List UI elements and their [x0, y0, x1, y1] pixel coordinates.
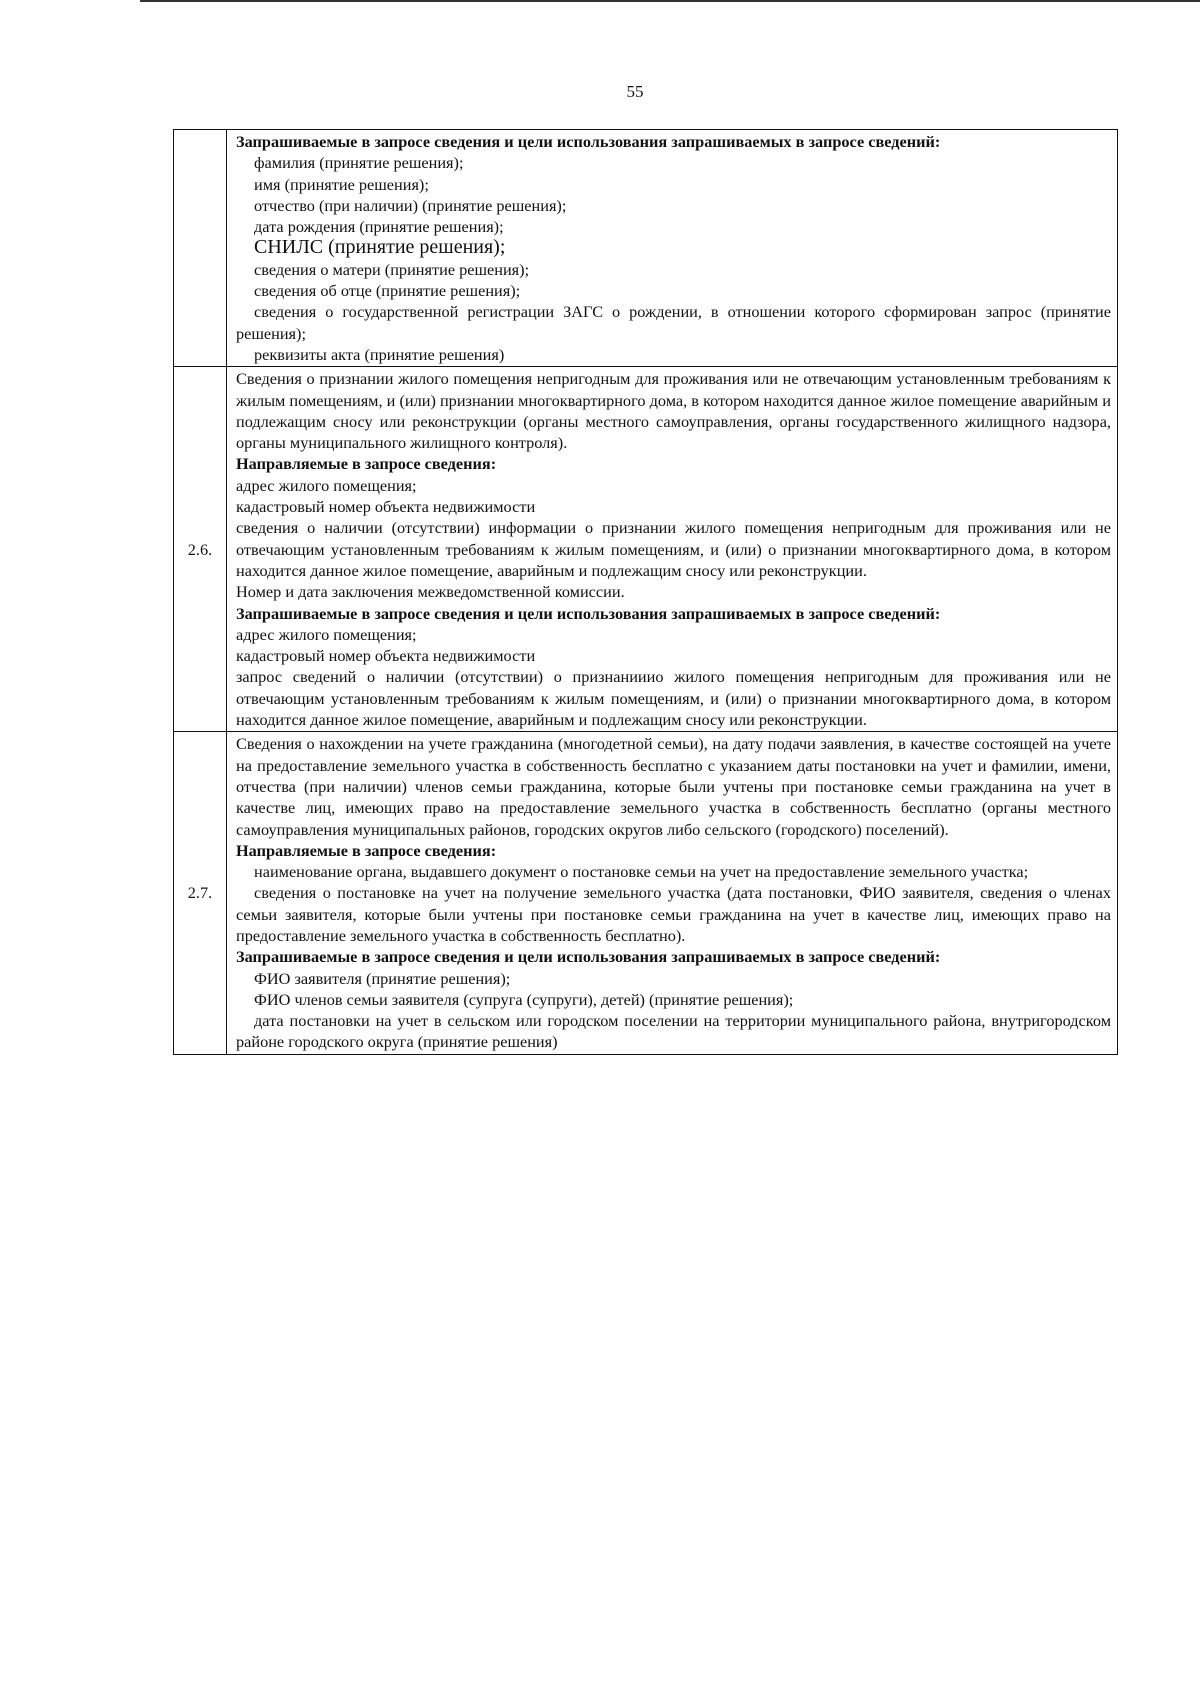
- list-item: отчество (при наличии) (принятие решения);: [254, 195, 567, 215]
- paragraph: Сведения о нахождении на учете гражданина (многодетной семьи), на дату подачи заявления, в качестве состоящей на учете на предоставление земельного участка в собственность бесплатно с указанием даты постановки на учет и фамилии, имени, отчества (при наличии) членов семьи гражданина, которые были учтены при постановке семьи гражданина на учет в качестве лиц, имеющих право на предоставление земельного участка в собственность бесплатно (органы местного самоуправления муниципальных районов, городских округов либо сельского (городского) поселений).: [236, 734, 1111, 839]
- list-item: сведения о постановке на учет на получение земельного участка (дата постановки, ФИО заявителя, сведения о членах семьи заявителя, которые были учтены при постановке семьи гражданина на учет в качестве лиц, имеющих право на предоставление земельного участка в собственность бесплатно).: [236, 883, 1111, 945]
- list-item: ФИО заявителя (принятие решения);: [254, 968, 511, 988]
- row-number: 2.6.: [174, 367, 227, 732]
- section-heading: Запрашиваемые в запросе сведения и цели использования запрашиваемых в запросе сведений:: [236, 947, 941, 967]
- row-content: [227, 130, 1118, 367]
- row-number: [174, 130, 227, 367]
- list-item: запрос сведений о наличии (отсутствии) о признанииио жилого помещения непригодным для проживания или не отвечающим установленным требованиям к жилым помещениям, и (или) о признании многоквартирного дома, в котором находится данное жилое помещение, аварийным и подлежащим сносу или реконструкции.: [236, 667, 1111, 730]
- list-item: сведения об отце (принятие решения);: [254, 281, 521, 301]
- list-item: сведения о матери (принятие решения);: [254, 259, 530, 279]
- section-heading: Направляемые в запросе сведения:: [236, 454, 497, 474]
- list-item: адрес жилого помещения;: [236, 475, 417, 495]
- list-item: реквизиты акта (принятие решения): [254, 344, 505, 364]
- list-item: дата постановки на учет в сельском или городском поселении на территории муниципального района, внутригородском районе городского округа (принятие решения): [236, 1011, 1111, 1052]
- row-content: [227, 732, 1118, 1054]
- row-number: 2.7.: [174, 732, 227, 1054]
- list-item: Номер и дата заключения межведомственной комиссии.: [236, 582, 625, 602]
- list-item: сведения о государственной регистрации ЗАГС о рождении, в отношении которого сформирован запрос (принятие решения);: [236, 302, 1111, 343]
- page-number: 55: [626, 82, 644, 101]
- top-rule: [140, 0, 1200, 2]
- paragraph: Сведения о признании жилого помещения непригодным для проживания или не отвечающим установленным требованиям к жилым помещениям, и (или) признании многоквартирного дома, в котором находится данное жилое помещение аварийным и подлежащим сносу или реконструкции (органы местного самоуправления, органы государственного жилищного надзора, органы муниципального жилищного контроля).: [236, 369, 1111, 453]
- table-row: [174, 732, 1118, 1054]
- table-row: [174, 367, 1118, 732]
- list-item: кадастровый номер объекта недвижимости: [236, 497, 536, 517]
- row-content: [227, 367, 1118, 732]
- list-item: кадастровый номер объекта недвижимости: [236, 646, 536, 666]
- list-item: дата рождения (принятие решения);: [254, 217, 504, 237]
- requirements-table: [173, 129, 1118, 1055]
- section-heading: Направляемые в запросе сведения:: [236, 840, 497, 860]
- list-item: адрес жилого помещения;: [236, 624, 417, 644]
- list-item: СНИЛС (принятие решения);: [254, 236, 506, 259]
- list-item: наименование органа, выдавшего документ о постановке семьи на учет на предоставление земельного участка;: [254, 862, 1029, 882]
- list-item: фамилия (принятие решения);: [254, 153, 464, 173]
- section-heading: Запрашиваемые в запросе сведения и цели использования запрашиваемых в запросе сведений:: [236, 603, 941, 623]
- list-item: ФИО членов семьи заявителя (супруга (супруги), детей) (принятие решения);: [254, 989, 794, 1009]
- section-heading: Запрашиваемые в запросе сведения и цели использования запрашиваемых в запросе сведений:: [236, 132, 941, 151]
- table-row: [174, 130, 1118, 367]
- list-item: сведения о наличии (отсутствии) информации о признании жилого помещения непригодным для проживания или не отвечающим установленным требованиям к жилым помещениям, и (или) о признании многоквартирного дома, в котором находится данное жилое помещение, аварийным и подлежащим сносу или реконструкции.: [236, 518, 1111, 580]
- list-item: имя (принятие решения);: [254, 174, 429, 194]
